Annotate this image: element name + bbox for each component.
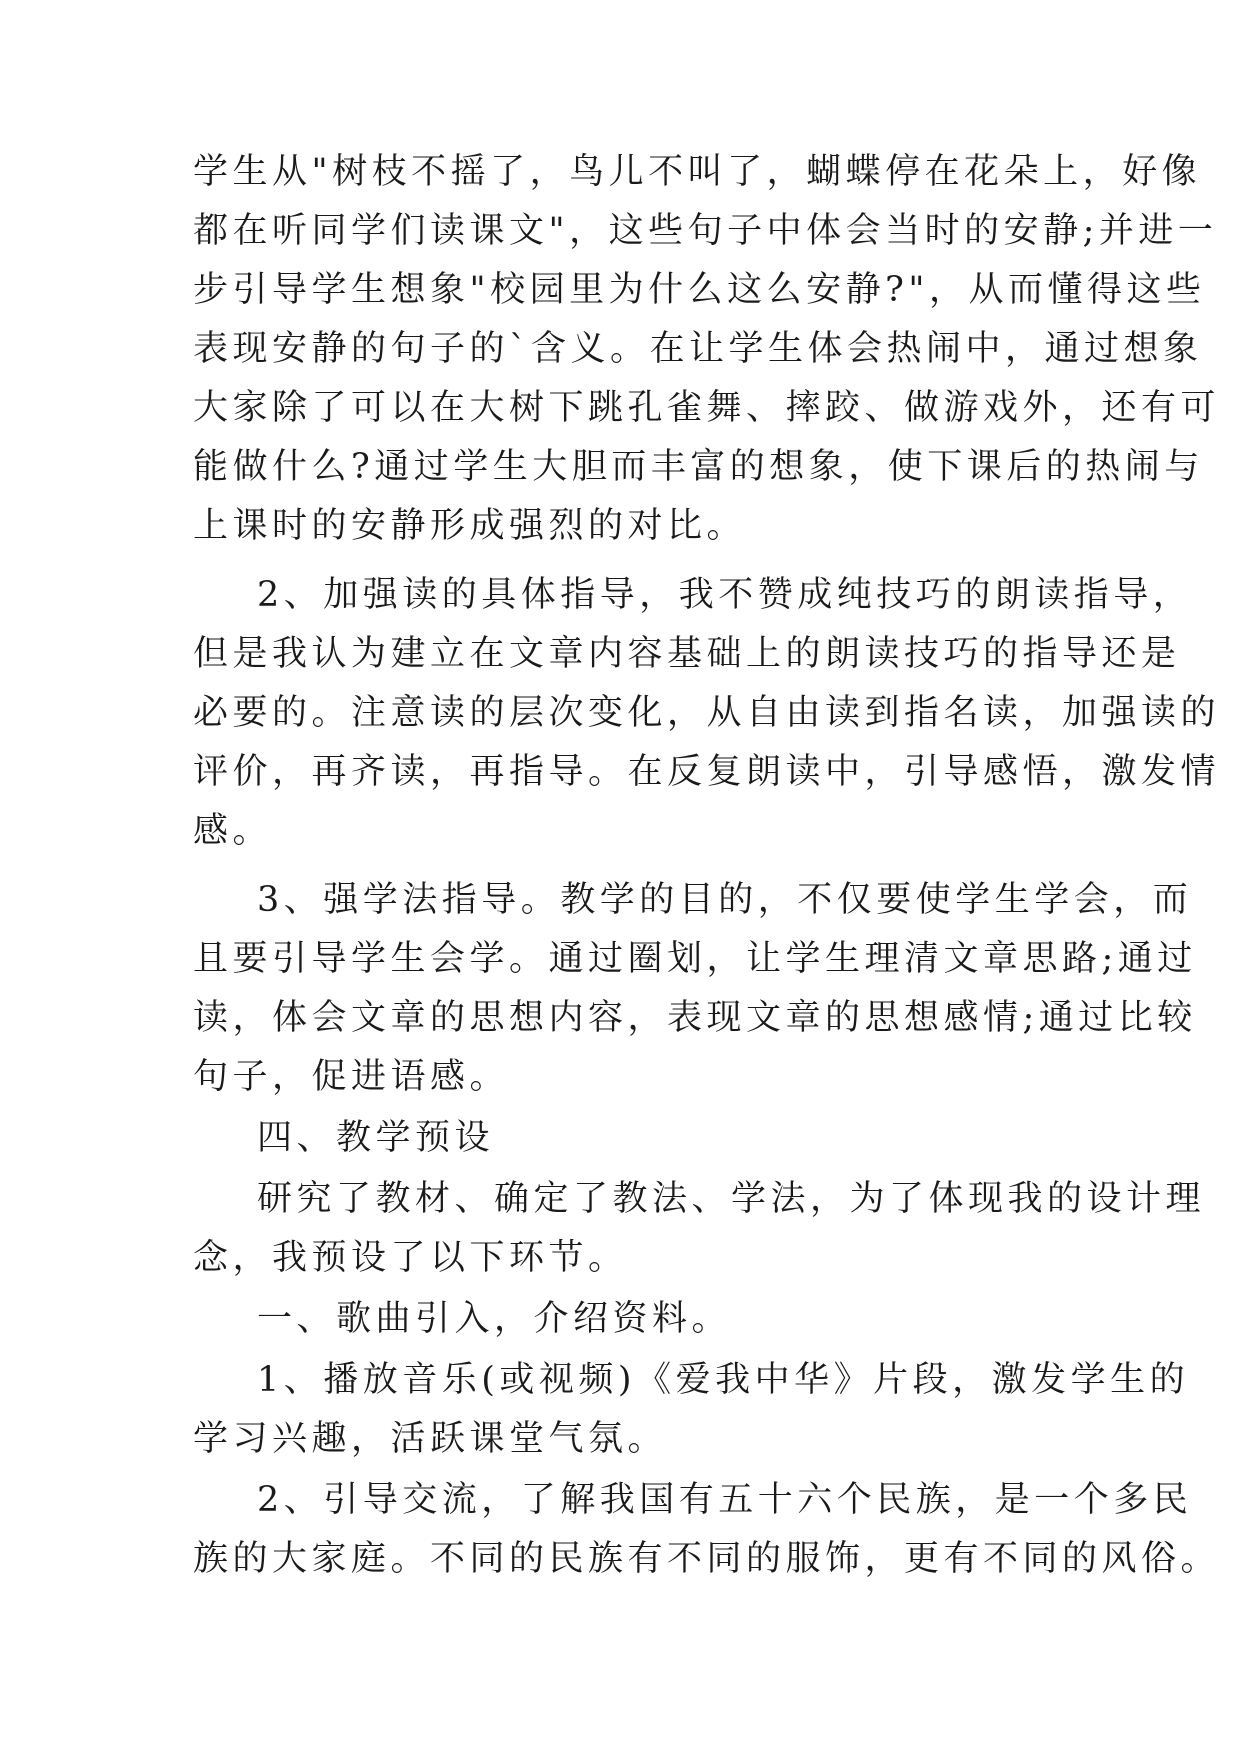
section-heading: 四、教学预设 [257, 1118, 495, 1158]
text-line: 感。 [193, 811, 273, 851]
text-line: 表现安静的句子的`含义。在让学生体会热闹中，通过想象 [193, 329, 1203, 369]
text-line: 评价，再齐读，再指导。在反复朗读中，引导感悟，激发情 [193, 752, 1221, 792]
paragraph-start-line: 研究了教材、确定了教法、学法，为了体现我的设计理 [257, 1179, 1206, 1219]
text-line: 族的大家庭。不同的民族有不同的服饰，更有不同的风俗。 [193, 1539, 1221, 1579]
paragraph-start-line: 2、加强读的具体指导，我不赞成纯技巧的朗读指导， [257, 575, 1193, 615]
text-line: 句子，促进语感。 [193, 1057, 510, 1097]
text-line: 能做什么?通过学生大胆而丰富的想象，使下课后的热闹与 [193, 447, 1204, 487]
text-line: 学生从"树枝不摇了，鸟儿不叫了，蝴蝶停在花朵上，好像 [193, 152, 1202, 192]
paragraph-start-line: 2、引导交流，了解我国有五十六个民族，是一个多民 [257, 1480, 1193, 1520]
text-line: 上课时的安静形成强烈的对比。 [193, 506, 747, 546]
text-line: 步引导学生想象"校园里为什么这么安静?"，从而懂得这些 [193, 270, 1206, 310]
text-line: 读，体会文章的思想内容，表现文章的思想感情;通过比较 [193, 998, 1197, 1038]
text-line: 学习兴趣，活跃课堂气氛。 [193, 1419, 668, 1459]
text-line: 必要的。注意读的层次变化，从自由读到指名读，加强读的 [193, 693, 1221, 733]
paragraph-start-line: 1、播放音乐(或视频)《爱我中华》片段，激发学生的 [257, 1360, 1190, 1400]
text-line: 念，我预设了以下环节。 [193, 1238, 628, 1278]
text-line: 但是我认为建立在文章内容基础上的朗读技巧的指导还是 [193, 634, 1181, 674]
text-line: 大家除了可以在大树下跳孔雀舞、摔跤、做游戏外，还有可 [193, 388, 1221, 428]
subsection-heading: 一、歌曲引入，介绍资料。 [257, 1299, 732, 1339]
text-line: 都在听同学们读课文"，这些句子中体会当时的安静;并进一 [193, 211, 1218, 251]
paragraph-start-line: 3、强学法指导。教学的目的，不仅要使学生学会，而 [257, 880, 1193, 920]
text-line: 且要引导学生会学。通过圈划，让学生理清文章思路;通过 [193, 939, 1197, 979]
